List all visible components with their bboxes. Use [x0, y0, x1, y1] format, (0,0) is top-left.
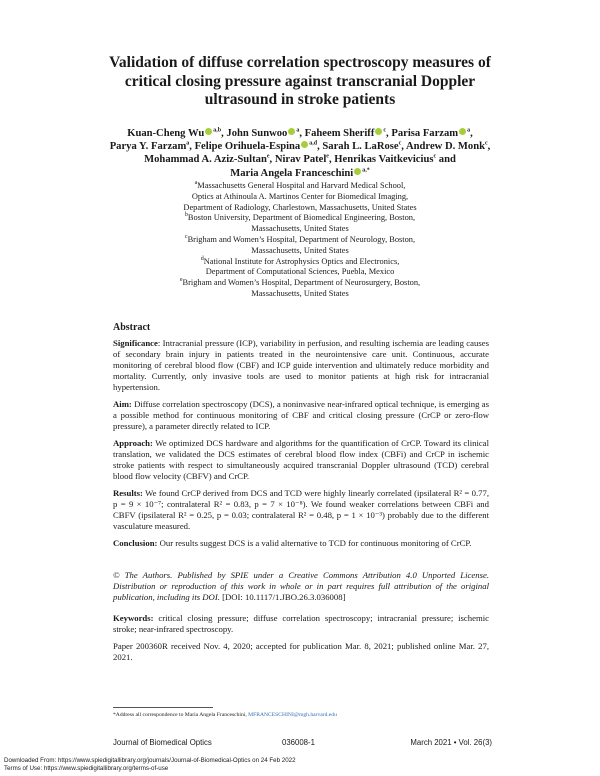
affiliation-mark: b	[184, 212, 188, 219]
affiliation-mark: c	[184, 234, 188, 241]
orcid-icon[interactable]	[375, 128, 382, 135]
affiliation-mark: e	[179, 277, 183, 284]
author-name: Felipe Orihuela-Espina	[194, 141, 301, 153]
abstract-section-label: Significance	[113, 338, 158, 348]
abstract-section-label: Approach:	[113, 438, 153, 448]
abstract-section-text: We optimized DCS hardware and algorithms for the quantification of CrCP. Toward its clinical translation, we validated the DCS estimates of cerebral blood flow index (CBFi) and CrCP in ischemic stroke patients with respect to simultaneously acquired transcranial Doppler ultrasound (TCD) cerebral blood flow velocity (CBFV) and CrCP.	[113, 438, 489, 481]
doi-link[interactable]: [DOI: 10.1117/1.JBO.26.3.036008]	[222, 592, 346, 602]
footnote-rule	[113, 707, 213, 708]
author-name: Maria Angela Franceschini	[230, 167, 354, 179]
affiliation-line: Massachusetts, United States	[251, 224, 349, 234]
license-text: © The Authors. Published by SPIE under a Creative Commons Attribution 4.0 Unported License. Distribution or reproduction of this work in whole or in part requires full attribution of the original publication, including its DOI.	[113, 570, 489, 602]
affiliation-line: $^b$Boston University, Department of Biomedical Engineering, Boston,	[184, 212, 416, 223]
affiliation-line: $^e$Brigham and Women’s Hospital, Department of Neurosurgery, Boston,	[179, 277, 421, 288]
author-name: Parya Y. Farzam	[109, 141, 187, 153]
keywords-block	[113, 613, 489, 669]
affiliation-mark: a	[194, 180, 198, 187]
author-name: Andrew D. Monk	[406, 141, 485, 153]
affiliation-line: $^c$Brigham and Women’s Hospital, Department of Neurology, Boston,	[184, 234, 416, 244]
author-list: Kuan-Cheng Wu $^{a,b}$, John Sunwoo $^a$, Faheem Sheriff $^c$, Parisa Farzam $^a$, Parya Y. Farzam$^a$, Felipe Orihuela-Espina $^{a,d}$, Sarah L. LaRose$^c$, Andrew D. Monk$^c$, Mohammad A. Aziz-Sultan$^e$, Nirav Patel$^e$, Henrikas Vaitkevicius$^c$ and Maria Angela Franceschini $^{a,*}$	[109, 127, 491, 179]
author-name: John Sunwoo	[226, 128, 288, 139]
author-affiliation-mark: c	[484, 140, 488, 147]
author-affiliation-mark: e	[266, 153, 270, 160]
keywords-label: Keywords:	[113, 613, 154, 623]
author-affiliation-mark: c	[433, 153, 437, 160]
affiliation-line: Massachusetts, United States	[251, 288, 349, 298]
author-name: Parisa Farzam	[391, 128, 459, 139]
abstract-section	[113, 338, 489, 393]
abstract-section-text: Diffuse correlation spectroscopy (DCS), a noninvasive near-infrared optical technique, is emerging as a possible method for continuous monitoring of CBF and critical closing pressure (CrCP or zero-flow pressure), a parameter directly related to ICP.	[113, 399, 489, 431]
affiliation-line: $^d$National Institute for Astrophysics Optics and Electronics,	[200, 255, 400, 266]
affiliation-line: $^a$Massachusetts General Hospital and Harvard Medical School,	[194, 180, 406, 190]
orcid-icon[interactable]	[205, 128, 212, 135]
author-affiliation-mark: a	[296, 127, 300, 134]
author-name: Faheem Sheriff	[304, 128, 375, 139]
download-line: Downloaded From: https://www.spiedigitallibrary.org/journals/Journal-of-Biomedical-Optics on 24 Feb 2022	[4, 757, 296, 764]
abstract-body	[113, 338, 489, 555]
affiliation-line: Optics at Athinoula A. Martinos Center for Biomedical Imaging,	[191, 191, 409, 201]
author-affiliation-mark: a	[186, 140, 190, 147]
keywords-text: critical closing pressure; diffuse correlation spectroscopy; intracranial pressure; ischemic stroke; near-infrared spectroscopy.	[113, 613, 489, 634]
paper-title: Validation of diffuse correlation spectroscopy measures of critical closing pressure against transcranial Doppler ultrasound in stroke patients	[109, 54, 491, 108]
author-name: Nirav Patel	[274, 154, 327, 166]
author-affiliation-mark: a	[467, 127, 471, 134]
abstract-section	[113, 438, 489, 482]
terms-line: Terms of Use: https://www.spiedigitallibrary.org/terms-of-use	[4, 765, 169, 772]
abstract-section-label: Results:	[113, 488, 143, 498]
affiliation-line: Department of Radiology, Charlestown, Massachusetts, United States	[183, 202, 417, 212]
abstract-section-text: Our results suggest DCS is a valid alternative to TCD for continuous monitoring of CrCP.	[157, 538, 472, 548]
author-affiliation-mark: a,*	[362, 167, 370, 174]
footnote-text: *Address all correspondence to Maria Angela Franceschini,	[113, 712, 249, 718]
abstract-section	[113, 488, 489, 532]
author-affiliation-mark: a,b	[213, 127, 222, 134]
author-affiliation-mark: a,d	[309, 140, 318, 147]
orcid-icon[interactable]	[354, 168, 361, 175]
author-name: Henrikas Vaitkevicius	[334, 154, 434, 166]
affiliation-line: Massachusetts, United States	[251, 245, 349, 255]
correspondence-footnote	[113, 712, 337, 718]
affiliation-mark: d	[200, 255, 204, 262]
abstract-section-text: : Intracranial pressure (ICP), variability in perfusion, and resulting ischemia are leading causes of secondary brain injury in patients treated in the neurointensive care unit. Continuous, accurate monitoring of cerebral blood flow (CBF) and ICP guide intervention and ultimately reduce morbidity and mortality. Currently, only invasive tools are used to monitor patients at high risk for intracranial hypertension.	[113, 338, 489, 392]
footer-page: 036008-1	[282, 738, 315, 747]
abstract-section-label: Aim:	[113, 399, 132, 409]
footer-journal: Journal of Biomedical Optics	[113, 738, 212, 747]
email-link[interactable]: MFRANCESCHINI@mgh.harvard.edu	[248, 712, 337, 718]
affiliation-line: Department of Computational Sciences, Puebla, Mexico	[205, 267, 395, 277]
abstract-section-text: We found CrCP derived from DCS and TCD were highly linearly correlated (ipsilateral R² = 0.77, p = 9 × 10⁻⁷; contralateral R² = 0.83, p = 7 × 10⁻⁸). We found weaker correlations between CBFi and CBFV (ipsilateral R² = 0.25, p = 0.03; contralateral R² = 0.48, p = 1 × 10⁻³) probably due to the different vasculature measured.	[113, 488, 489, 531]
author-name: Sarah L. LaRose	[322, 141, 399, 153]
author-affiliation-mark: c	[398, 140, 402, 147]
abstract-heading: Abstract	[113, 322, 151, 333]
orcid-icon[interactable]	[459, 128, 466, 135]
author-affiliation-mark: c	[383, 127, 387, 134]
author-name: Mohammad A. Aziz-Sultan	[144, 154, 267, 166]
license-block	[113, 570, 489, 609]
abstract-section	[113, 399, 489, 432]
orcid-icon[interactable]	[301, 141, 308, 148]
author-name: Kuan-Cheng Wu	[127, 128, 205, 139]
paper-history: Paper 200360R received Nov. 4, 2020; accepted for publication Mar. 8, 2021; published online Mar. 27, 2021.	[113, 641, 489, 662]
footer-issue: March 2021 • Vol. 26(3)	[410, 738, 492, 747]
abstract-section	[113, 538, 489, 549]
orcid-icon[interactable]	[288, 128, 295, 135]
affiliations	[110, 181, 490, 300]
abstract-section-label: Conclusion:	[113, 538, 158, 548]
author-affiliation-mark: e	[326, 153, 329, 160]
